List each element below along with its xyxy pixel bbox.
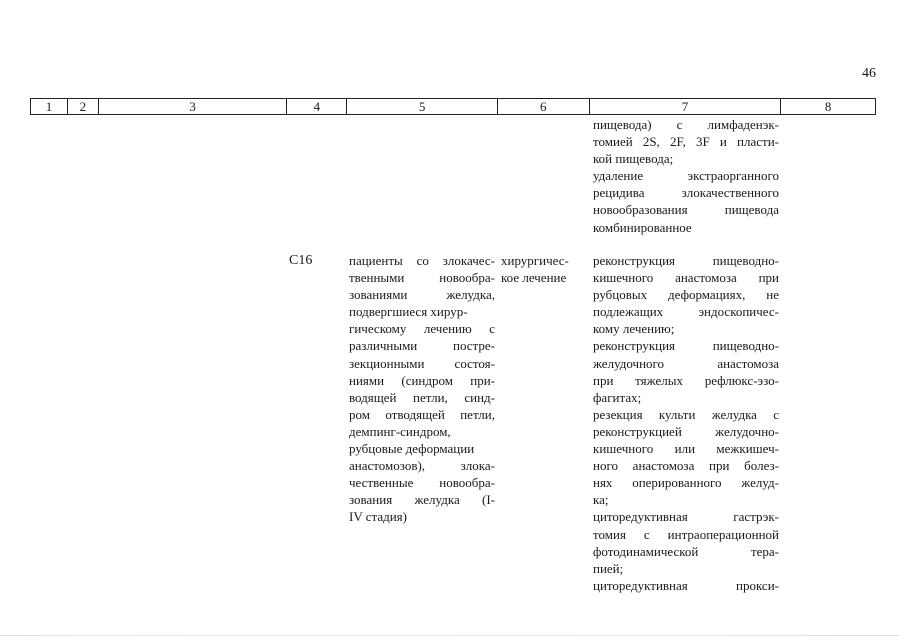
cell-line: фагитах;: [593, 389, 642, 405]
column-number-6: 6: [498, 99, 590, 114]
cell-line: нях оперированного желуд-: [593, 475, 779, 491]
cell-line: кому лечению;: [593, 321, 675, 337]
cell-line: резекция культи желудка с: [593, 406, 779, 422]
column-number-4: 4: [287, 99, 347, 114]
page-number: 46: [862, 66, 876, 81]
column-number-2: 2: [68, 99, 99, 114]
cell-line: анастомозов), злока-: [349, 458, 495, 474]
cell-line: кишечного анастомоза при: [593, 270, 779, 286]
patient-model-text: [349, 252, 495, 526]
cell-line: рубцовые деформации: [349, 441, 475, 457]
table-header-row: [30, 98, 876, 115]
column-number-3: 3: [99, 99, 288, 114]
treatment-type-text: [501, 252, 589, 286]
cell-line: циторедуктивная гастрэк-: [593, 509, 779, 525]
column-number-5: 5: [347, 99, 498, 114]
cell-line: гическому лечению с: [349, 321, 495, 337]
cell-line: комбинированное: [593, 219, 692, 235]
cell-line: реконструкцией желудочно-: [593, 423, 779, 439]
cell-line: рубцовых деформациях, не: [593, 287, 779, 303]
continued-method-text: [593, 116, 779, 236]
cell-line: при тяжелых рефлюкс-эзо-: [593, 372, 779, 388]
cell-line: реконструкция пищеводно-: [593, 338, 779, 354]
cell-line: ного анастомоза при болез-: [593, 458, 779, 474]
cell-line: зованиями желудка,: [349, 287, 495, 303]
cell-line: твенными новообра-: [349, 270, 495, 286]
cell-line: новообразования пищевода: [593, 202, 779, 218]
cell-line: ром отводящей петли,: [349, 406, 495, 422]
cell-line: демпинг-синдром,: [349, 423, 451, 439]
diagnosis-code: C16: [289, 253, 313, 268]
cell-line: томией 2S, 2F, 3F и пласти-: [593, 134, 779, 150]
cell-line: подвергшиеся хирур-: [349, 304, 468, 320]
cell-line: чественные новообра-: [349, 475, 495, 491]
cell-line: циторедуктивная прокси-: [593, 577, 779, 593]
cell-line: кишечного или межкишеч-: [593, 441, 779, 457]
cell-line: подлежащих эндоскопичес-: [593, 304, 779, 320]
scan-bottom-edge: [0, 635, 899, 636]
cell-line: рецидива злокачественного: [593, 185, 779, 201]
column-number-8: 8: [824, 99, 832, 114]
cell-line: водящей петли, синд-: [349, 389, 495, 405]
cell-line: пациенты со злокачес-: [349, 253, 495, 268]
cell-line: ка;: [593, 492, 609, 508]
cell-line: различными постре-: [349, 338, 495, 354]
cell-line: удаление экстраорганного: [593, 168, 779, 184]
cell-line: зекционными состоя-: [349, 355, 495, 371]
column-number-1: 1: [31, 99, 68, 114]
cell-line: пищевода) с лимфаденэк-: [593, 117, 779, 132]
cell-line: томия с интраоперационной: [593, 526, 779, 542]
cell-line: зования желудка (I-: [349, 492, 495, 508]
treatment-method-text: [593, 252, 779, 594]
cell-line: фотодинамической тера-: [593, 543, 779, 559]
cell-line: желудочного анастомоза: [593, 355, 779, 371]
cell-line: кой пищевода;: [593, 151, 674, 167]
cell-line: хирургичес-: [501, 253, 569, 268]
cell-line: IV стадия): [349, 509, 407, 525]
cell-line: пией;: [593, 560, 624, 576]
column-number-7: 7: [590, 99, 782, 114]
cell-line: реконструкция пищеводно-: [593, 253, 779, 268]
cell-line: кое лечение: [501, 270, 567, 286]
cell-line: ниями (синдром при-: [349, 372, 495, 388]
